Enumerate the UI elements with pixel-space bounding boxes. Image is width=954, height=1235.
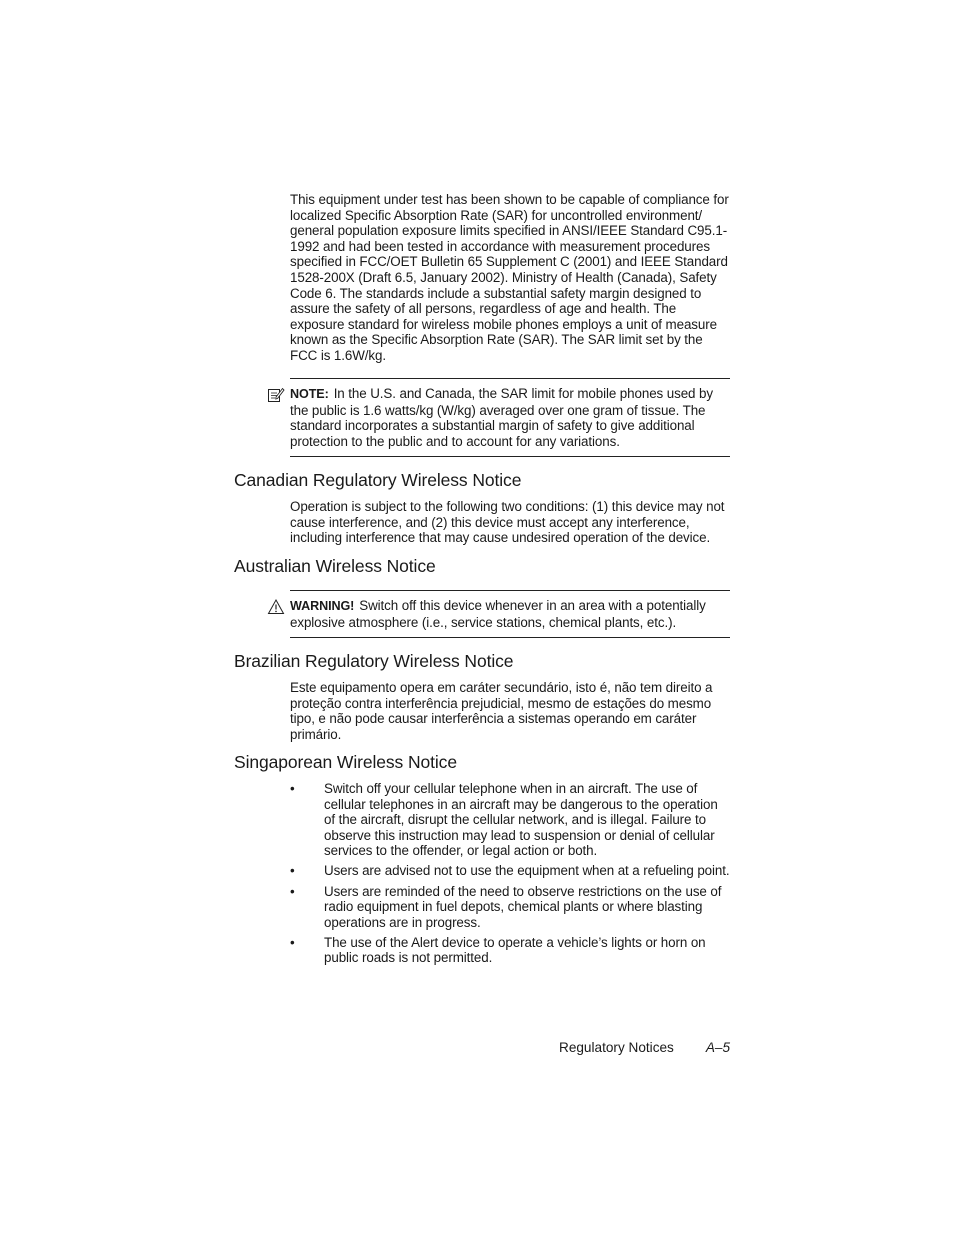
bullet-glyph: •: [290, 883, 295, 899]
brazilian-heading: Brazilian Regulatory Wireless Notice: [234, 651, 514, 671]
page-number: A–5: [705, 1040, 730, 1055]
brazilian-paragraph: Este equipamento opera em caráter secundário, isto é, não tem direito a proteção contra interferência prejudicial, mesmo de estações do mesmo tipo, e não pode causar interferência a sistemas operando em caráter primário.: [290, 680, 713, 742]
bullet-text: Users are advised not to use the equipment when at a refueling point.: [324, 863, 730, 879]
note-top-rule: [290, 378, 730, 379]
bullet-glyph: •: [290, 934, 295, 950]
bullet-glyph: •: [290, 863, 295, 879]
canadian-heading: Canadian Regulatory Wireless Notice: [234, 470, 522, 490]
note-text: In the U.S. and Canada, the SAR limit for mobile phones used by the public is 1.6 watts/kg (W/kg) averaged over one gram of tissue. The standard incorporates a substantial margin of safety to give additional protection to the public and to account for any variations.: [290, 386, 713, 449]
note-label: NOTE:: [290, 387, 329, 401]
list-item: [290, 884, 730, 931]
australian-heading: Australian Wireless Notice: [234, 556, 436, 576]
footer-section-title: Regulatory Notices: [559, 1040, 674, 1055]
warning-callout: [290, 598, 730, 630]
singaporean-bullet-list: [290, 781, 730, 971]
bullet-glyph: •: [290, 781, 295, 796]
list-item: [290, 863, 730, 879]
note-bottom-rule: [290, 456, 730, 457]
note-callout: [290, 386, 730, 449]
list-item: [290, 781, 730, 859]
note-pencil-icon: [267, 386, 285, 404]
warning-bottom-rule: [290, 637, 730, 638]
bullet-text: Switch off your cellular telephone when in an aircraft. The use of cellular telephones in an aircraft may be dangerous to the operation of the aircraft, disrupt the cellular network, and is illegal. Failure to observe this instruction may lead to suspension or denial of cellular services to the offender, or legal action or both.: [324, 781, 718, 859]
warning-top-rule: [290, 590, 730, 591]
warning-triangle-icon: [267, 598, 285, 616]
canadian-paragraph: Operation is subject to the following two conditions: (1) this device may not cause interference, and (2) this device must accept any interference, including interference that may cause undesired operation of the device.: [290, 499, 725, 546]
warning-label: WARNING!: [290, 599, 355, 613]
singaporean-heading: Singaporean Wireless Notice: [234, 752, 457, 772]
sar-paragraph: This equipment under test has been shown to be capable of compliance for localized Specific Absorption Rate (SAR) for uncontrolled environment/ general population exposure limits specified in ANSI/IEEE Standard C95.1-1992 and had been tested in accordance with measurement procedures specified in FCC/OET Bulletin 65 Supplement C (2001) and IEEE Standard 1528-200X (Draft 6.5, January 2002). Ministry of Health (Canada), Safety Code 6. The standards include a substantial safety margin designed to assure the safety of all persons, regardless of age and health. The exposure standard for wireless mobile phones employs a unit of measure known as the Specific Absorption Rate (SAR). The SAR limit set by the FCC is 1.6W/kg.: [290, 192, 729, 363]
list-item: [290, 935, 730, 966]
bullet-text: The use of the Alert device to operate a vehicle’s lights or horn on public roads is not permitted.: [324, 934, 706, 966]
warning-text: Switch off this device whenever in an area with a potentially explosive atmosphere (i.e., service stations, chemical plants, etc.).: [290, 598, 706, 630]
bullet-text: Users are reminded of the need to observe restrictions on the use of radio equipment in fuel depots, chemical plants or where blasting operations are in progress.: [324, 883, 722, 930]
